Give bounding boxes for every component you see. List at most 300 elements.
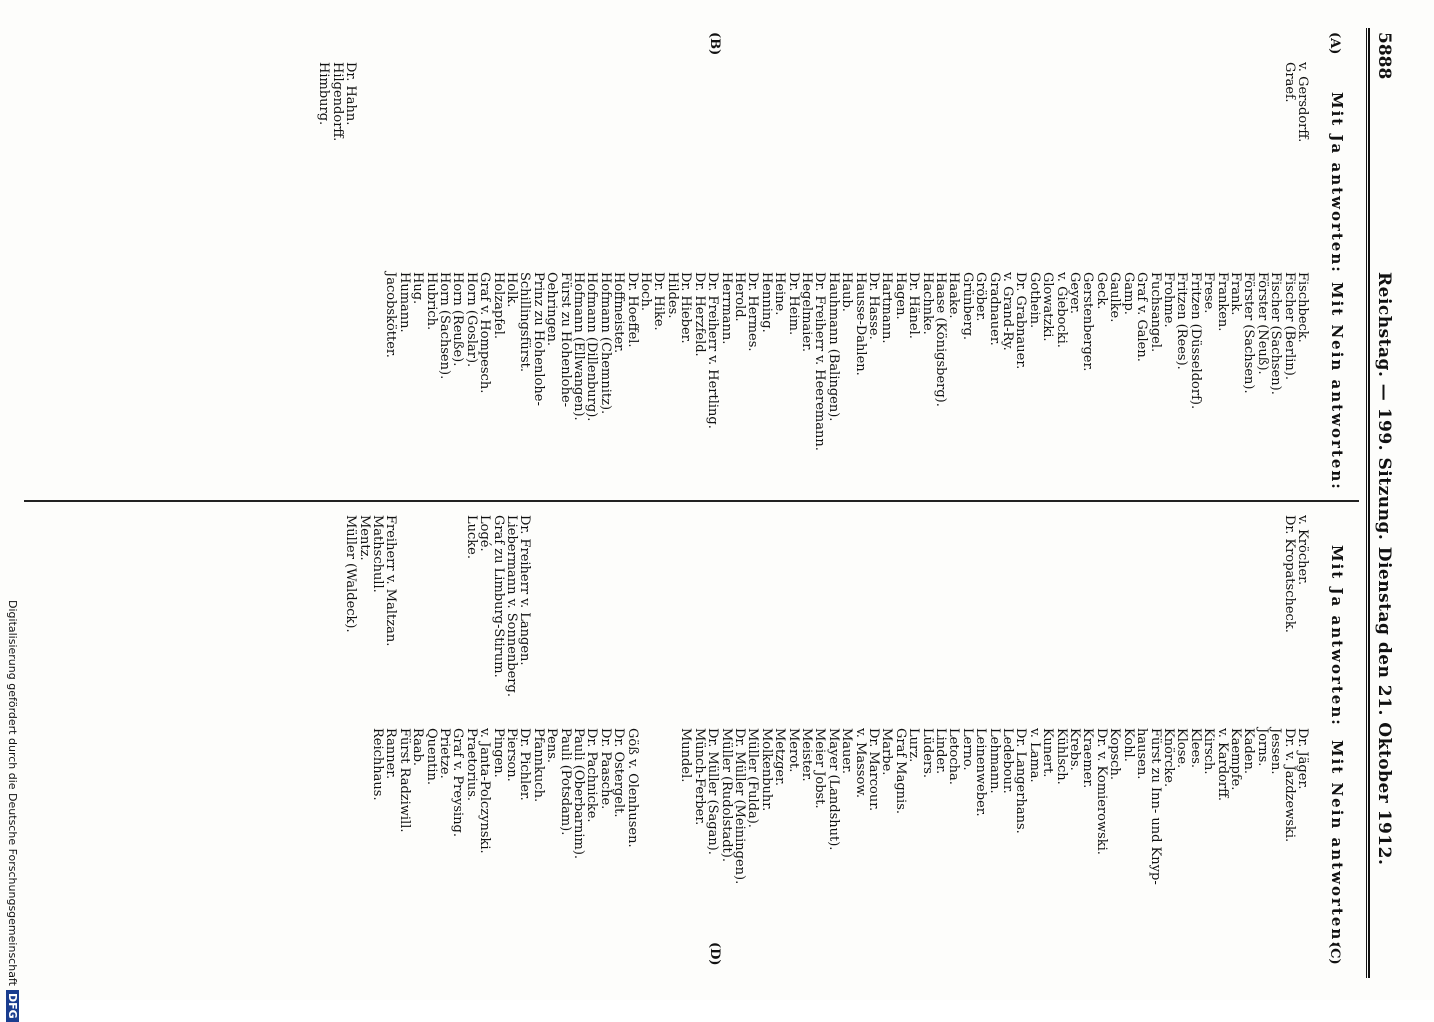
- member-name: Haake.: [946, 272, 962, 319]
- member-name: Leinenweber.: [973, 728, 989, 817]
- member-name: [1054, 515, 1067, 713]
- member-name: Gothein.: [1026, 272, 1042, 329]
- member-name: Freiherr v. Maltzan.: [383, 515, 399, 647]
- member-name: Krebs.: [1067, 728, 1083, 771]
- member-name: [800, 62, 813, 142]
- member-name: [317, 515, 330, 713]
- member-name: [934, 62, 947, 142]
- member-name: [746, 515, 759, 713]
- member-name: Graf v. Galen.: [1134, 272, 1150, 362]
- member-name: Humann.: [396, 272, 412, 333]
- member-name: v. Massow.: [852, 728, 868, 799]
- member-name: Jessen.: [1268, 728, 1284, 775]
- member-name: Metzger.: [772, 728, 788, 787]
- member-name: [263, 515, 276, 713]
- member-name: [1229, 515, 1242, 713]
- head-rule-thin: [1366, 28, 1367, 978]
- member-name: Dr. Heim.: [785, 272, 801, 336]
- member-name: Fürst zu Inn- und Knyp-: [1147, 728, 1163, 885]
- member-name: [558, 62, 571, 142]
- member-name: [1108, 62, 1121, 142]
- member-name: Dr. Hermes.: [745, 272, 761, 352]
- member-name: Prietze.: [437, 728, 452, 779]
- member-name: [733, 515, 746, 713]
- margin-mark-c: (C): [1327, 942, 1342, 965]
- member-name: [706, 62, 719, 142]
- member-name: [1068, 62, 1081, 142]
- member-name: Gröber.: [973, 272, 989, 322]
- member-name: Lehmann.: [986, 728, 1002, 794]
- member-name: [1121, 515, 1134, 713]
- member-name: [920, 515, 933, 713]
- member-name: Mauer.: [839, 728, 855, 775]
- margin-mark-a: (A): [1327, 32, 1342, 55]
- member-name: Fischbeck.: [1295, 272, 1310, 343]
- member-name: [223, 515, 236, 713]
- col2-heading: Mit Nein antworten:: [1328, 282, 1346, 491]
- member-name: Dr. Paasche.: [597, 728, 613, 810]
- member-name: [518, 62, 531, 142]
- member-name: Hilgendorff.: [329, 62, 345, 142]
- member-name: Merot.: [785, 728, 801, 773]
- member-name: [464, 62, 477, 142]
- member-name: Dr. Hasse.: [866, 272, 881, 340]
- member-name: [451, 515, 464, 713]
- member-name: Schillingsfürst.: [517, 272, 533, 372]
- member-name: [639, 728, 652, 885]
- member-name: [290, 515, 303, 713]
- member-name: Pens.: [544, 728, 560, 764]
- member-name: v. Lama.: [1026, 728, 1042, 783]
- member-name: [1188, 62, 1201, 142]
- member-name: Kohl.: [1120, 728, 1136, 762]
- member-name: [183, 515, 196, 713]
- col1-heading: Mit Ja antworten:: [1328, 92, 1346, 274]
- member-name: Quentin.: [423, 728, 439, 785]
- member-name: [397, 62, 410, 142]
- member-name: [612, 62, 625, 142]
- member-name: [102, 515, 115, 713]
- member-name: Klose.: [1174, 728, 1190, 769]
- member-name: [625, 515, 638, 713]
- member-name: [974, 515, 987, 713]
- member-name: [1041, 515, 1054, 713]
- member-name: Hofmann (Dillenburg).: [584, 272, 600, 422]
- member-name: [853, 515, 866, 713]
- member-name: Frohme.: [1160, 272, 1176, 328]
- member-name: Molkenbuhr.: [758, 728, 774, 812]
- member-name: [598, 515, 611, 713]
- member-name: [210, 515, 223, 713]
- member-name: [1014, 515, 1027, 713]
- member-name: [893, 515, 906, 713]
- member-name: [1121, 62, 1134, 142]
- member-name: Dr. Hieber.: [678, 272, 694, 344]
- member-name: [371, 62, 384, 142]
- member-name: [934, 515, 947, 713]
- member-name: [1081, 62, 1094, 142]
- member-name: [1269, 515, 1282, 713]
- member-name: Hildes.: [664, 272, 680, 319]
- member-name: Pauli (Oberbarnim).: [571, 728, 587, 860]
- member-name: [786, 515, 799, 713]
- member-name: Klees.: [1187, 728, 1203, 769]
- member-name: [545, 515, 558, 713]
- member-name: Lurz.: [906, 728, 922, 763]
- member-name: [880, 62, 893, 142]
- member-name: [1269, 62, 1282, 142]
- member-name: [853, 62, 866, 142]
- member-name: Gamp.: [1120, 272, 1136, 315]
- member-name: Kunert.: [1040, 728, 1056, 778]
- member-name: hausen.: [1134, 728, 1150, 780]
- member-name: Kraemer.: [1080, 728, 1096, 789]
- member-name: Dr. Müller (Meiningen).: [731, 728, 747, 885]
- member-name: Holk.: [504, 272, 520, 308]
- member-name: [531, 62, 544, 142]
- dfg-logo: DFG: [6, 990, 19, 1022]
- member-name: [1215, 62, 1228, 142]
- member-name: Frank.: [1227, 272, 1243, 316]
- member-name: [1202, 515, 1215, 713]
- member-name: Himburg.: [316, 62, 332, 126]
- member-name: Dr. Pichler.: [517, 728, 533, 801]
- member-name: Pauli (Potsdam).: [557, 728, 573, 836]
- running-head: Reichstag. — 199. Sitzung. Dienstag den 21. Oktober 1912.: [1374, 272, 1394, 866]
- member-name: Dr. Hike.: [651, 272, 667, 331]
- member-name: [920, 62, 933, 142]
- member-name: [143, 515, 156, 713]
- member-name: [76, 515, 89, 713]
- col3-name-list: [0, 515, 1309, 713]
- member-name: Haub.: [839, 272, 855, 312]
- member-name: [746, 62, 759, 142]
- member-name: [692, 515, 705, 713]
- member-name: [907, 62, 920, 142]
- member-name: [49, 515, 62, 713]
- member-name: Frese.: [1201, 272, 1217, 314]
- member-name: Lucke.: [463, 515, 479, 559]
- member-name: Graf v. Preysing.: [450, 728, 466, 838]
- member-name: Pfannkuch.: [530, 728, 546, 803]
- member-name: [826, 515, 839, 713]
- member-name: [585, 515, 598, 713]
- member-name: Reichhaus.: [369, 728, 385, 801]
- member-name: [960, 515, 973, 713]
- member-name: Göß v. Olenhusen.: [624, 728, 640, 848]
- member-name: [1242, 515, 1255, 713]
- member-name: [1095, 62, 1108, 142]
- member-name: Linder.: [933, 728, 949, 775]
- member-name: Fürst Radziwill.: [396, 728, 412, 833]
- member-name: [357, 62, 370, 142]
- member-name: Horn (Sachsen).: [437, 272, 452, 380]
- member-name: Fischer (Berlin).: [1281, 272, 1297, 380]
- member-name: Lerno.: [959, 728, 975, 771]
- member-name: [773, 62, 786, 142]
- member-name: Müller (Fulda).: [745, 728, 761, 828]
- member-name: Mentz.: [356, 515, 372, 561]
- member-name: Hausse-Dahlen.: [852, 272, 868, 376]
- member-name: Prinz zu Hohenlohe-: [530, 272, 546, 406]
- member-name: Horn (Reuße).: [450, 272, 466, 367]
- member-name: Horn (Goslar).: [463, 272, 479, 368]
- member-name: Dr. v. Jazdzewski.: [1281, 728, 1297, 843]
- member-name: [1255, 515, 1268, 713]
- member-name: Müller (Rudolstadt).: [718, 728, 734, 862]
- member-name: [1027, 515, 1040, 713]
- member-name: Meier Jobst.: [812, 728, 828, 809]
- member-name: Dr. Ostergelt.: [611, 728, 627, 818]
- member-name: [987, 515, 1000, 713]
- member-name: [1162, 515, 1175, 713]
- member-name: Hubrich.: [423, 272, 439, 331]
- member-name: Heine.: [772, 272, 788, 316]
- member-name: Hoffmeister.: [611, 272, 627, 354]
- member-name: Glowatzki.: [1040, 272, 1056, 342]
- member-name: Hug.: [410, 272, 426, 305]
- member-name: [1229, 62, 1242, 142]
- member-name: [304, 515, 317, 713]
- member-name: [974, 62, 987, 142]
- member-name: Geyer.: [1067, 272, 1083, 315]
- member-name: [840, 515, 853, 713]
- member-name: Marbe.: [879, 728, 895, 776]
- member-name: Holzapfel.: [490, 272, 506, 340]
- member-name: Fritzen (Düsseldorf).: [1187, 272, 1203, 410]
- member-name: Dr. Herzfeld.: [691, 272, 707, 357]
- member-name: [867, 515, 880, 713]
- member-name: [706, 515, 719, 713]
- member-name: [129, 515, 142, 713]
- member-name: v. Kardorff.: [1214, 728, 1230, 802]
- member-name: [545, 62, 558, 142]
- member-name: [116, 515, 129, 713]
- member-name: [424, 515, 437, 713]
- member-name: v. Giebocki.: [1053, 272, 1069, 348]
- member-name: [89, 515, 102, 713]
- member-name: [679, 62, 692, 142]
- member-name: [759, 515, 772, 713]
- member-name: Grünberg.: [959, 272, 975, 341]
- member-name: Hofmann (Chemnitz).: [597, 272, 613, 415]
- member-name: [156, 515, 169, 713]
- member-name: Dr. Hoeffel.: [624, 272, 640, 348]
- member-name: [1041, 62, 1054, 142]
- member-name: [277, 515, 290, 713]
- member-name: [759, 62, 772, 142]
- member-name: [1148, 515, 1161, 713]
- member-name: [250, 515, 263, 713]
- member-name: Gerstenberger.: [1080, 272, 1096, 372]
- member-name: Hegelmaier.: [798, 272, 814, 353]
- member-name: [1095, 515, 1108, 713]
- member-name: Herold.: [731, 272, 747, 322]
- member-name: [411, 515, 424, 713]
- member-name: [813, 62, 826, 142]
- member-name: [1175, 62, 1188, 142]
- member-name: Dr. v. Komierowski.: [1093, 728, 1109, 855]
- member-name: [652, 728, 665, 885]
- member-name: Liebermann v. Sonnenberg.: [504, 515, 520, 697]
- member-name: Graef.: [1281, 62, 1297, 103]
- member-name: Graf Magnis.: [892, 728, 908, 815]
- member-name: Hoch.: [638, 272, 654, 311]
- col2-name-list: [384, 272, 1309, 451]
- member-name: [22, 515, 35, 713]
- member-name: Dr. Langerhans.: [1013, 728, 1029, 834]
- member-name: [572, 515, 585, 713]
- member-name: Müller (Waldeck).: [343, 515, 359, 633]
- member-name: Dr. Hänel.: [906, 272, 922, 339]
- member-name: Herrmann.: [718, 272, 734, 345]
- member-name: Förster (Sachsen).: [1241, 272, 1257, 394]
- member-name: Kaempfe.: [1227, 728, 1243, 791]
- member-name: Oehringen.: [544, 272, 560, 346]
- member-name: Pingen.: [490, 728, 506, 778]
- member-name: [813, 515, 826, 713]
- member-name: [1148, 62, 1161, 142]
- member-name: [826, 62, 839, 142]
- member-name: [692, 62, 705, 142]
- member-name: [384, 62, 397, 142]
- member-name: Förster (Neuß).: [1254, 272, 1270, 375]
- member-name: [880, 515, 893, 713]
- member-name: Jorns.: [1254, 728, 1270, 767]
- member-name: Geck.: [1093, 272, 1109, 310]
- col4-heading: Mit Nein antworten:: [1328, 740, 1346, 949]
- member-name: [397, 515, 410, 713]
- member-name: Meister.: [798, 728, 814, 782]
- member-name: [1215, 515, 1228, 713]
- member-name: [1027, 62, 1040, 142]
- member-name: [1108, 515, 1121, 713]
- member-name: [438, 515, 451, 713]
- member-name: [558, 515, 571, 713]
- member-name: Kühlsch.: [1053, 728, 1069, 785]
- margin-mark-d: (D): [707, 942, 722, 966]
- member-name: [505, 62, 518, 142]
- column-divider: [24, 500, 1359, 502]
- member-name: [1135, 515, 1148, 713]
- member-name: Mathschull.: [369, 515, 385, 593]
- member-name: [719, 515, 732, 713]
- member-name: [987, 62, 1000, 142]
- member-name: [639, 515, 652, 713]
- page-number: 5888: [1374, 32, 1394, 80]
- col4-name-list: [371, 728, 1309, 885]
- member-name: [1001, 515, 1014, 713]
- member-name: Hartmann.: [879, 272, 895, 344]
- member-name: [907, 515, 920, 713]
- member-name: [1255, 62, 1268, 142]
- member-name: Dr. Freiherr v. Heeremann.: [812, 272, 828, 451]
- member-name: [733, 62, 746, 142]
- footer-note: Digitalisierung gefördert durch die Deutsche ForschungsgemeinschaftDFG: [6, 600, 19, 1022]
- member-name: Kirsch.: [1201, 728, 1217, 775]
- head-rule: [1368, 28, 1370, 978]
- member-name: Franken.: [1214, 272, 1230, 332]
- member-name: Mayer (Landshut).: [825, 728, 841, 851]
- member-name: Kaden.: [1241, 728, 1257, 774]
- member-name: [786, 62, 799, 142]
- member-name: Münch-Ferber.: [691, 728, 707, 826]
- member-name: Jacobskötter.: [383, 272, 399, 358]
- member-name: [639, 62, 652, 142]
- member-name: [612, 515, 625, 713]
- member-name: [1188, 515, 1201, 713]
- member-name: v. Grand-Ry.: [1000, 272, 1016, 351]
- member-name: [1202, 62, 1215, 142]
- member-name: Logé.: [477, 515, 493, 552]
- member-name: [411, 62, 424, 142]
- member-name: [585, 62, 598, 142]
- member-name: Dr. Grabnauer.: [1013, 272, 1029, 370]
- member-name: v. Janta-Polczynski.: [477, 728, 493, 854]
- member-name: [652, 515, 665, 713]
- member-name: Praetorius.: [463, 728, 479, 802]
- member-name: Dr. Jäger.: [1295, 728, 1310, 790]
- member-name: [330, 515, 343, 713]
- member-name: [666, 728, 679, 885]
- member-name: Dr. Freiherr v. Hertling.: [705, 272, 721, 429]
- member-name: [196, 515, 209, 713]
- member-name: [598, 62, 611, 142]
- member-name: [424, 62, 437, 142]
- member-name: [1068, 515, 1081, 713]
- member-name: [893, 62, 906, 142]
- member-name: v. Gersdorff.: [1295, 62, 1310, 143]
- member-name: [169, 515, 182, 713]
- member-name: Fischer (Sachsen).: [1268, 272, 1284, 395]
- member-name: Fuchsangel.: [1147, 272, 1163, 353]
- member-name: Graf zu Limburg-Stirum.: [490, 515, 506, 678]
- member-name: [840, 62, 853, 142]
- member-name: Fürst zu Hohenlohe-: [557, 272, 573, 408]
- member-name: [35, 515, 48, 713]
- member-name: [1135, 62, 1148, 142]
- member-name: Gaulke.: [1107, 272, 1123, 323]
- member-name: [572, 62, 585, 142]
- member-name: [666, 62, 679, 142]
- member-name: [679, 515, 692, 713]
- member-name: [652, 62, 665, 142]
- member-name: [719, 62, 732, 142]
- member-name: [1242, 62, 1255, 142]
- member-name: [1175, 515, 1188, 713]
- member-name: [947, 515, 960, 713]
- member-name: Dr. Hahn.: [343, 62, 359, 126]
- member-name: Ledebour.: [1000, 728, 1016, 794]
- member-name: [625, 62, 638, 142]
- member-name: Dr. Marcour.: [866, 728, 881, 812]
- member-name: Ranner.: [383, 728, 399, 780]
- member-name: [947, 62, 960, 142]
- member-name: Hachnke.: [919, 272, 935, 335]
- member-name: [1162, 62, 1175, 142]
- member-name: [438, 62, 451, 142]
- member-name: [666, 515, 679, 713]
- member-name: Letocha.: [946, 728, 962, 785]
- member-name: [1014, 62, 1027, 142]
- member-name: [960, 62, 973, 142]
- member-name: Henning.: [758, 272, 774, 333]
- member-name: Dr. Pachnicke.: [584, 728, 600, 823]
- member-name: [237, 515, 250, 713]
- member-name: Dr. Kropatscheck.: [1281, 515, 1297, 633]
- member-name: Dr. Freiherr v. Langen.: [517, 515, 533, 666]
- member-name: Graf v. Hompesch.: [477, 272, 493, 394]
